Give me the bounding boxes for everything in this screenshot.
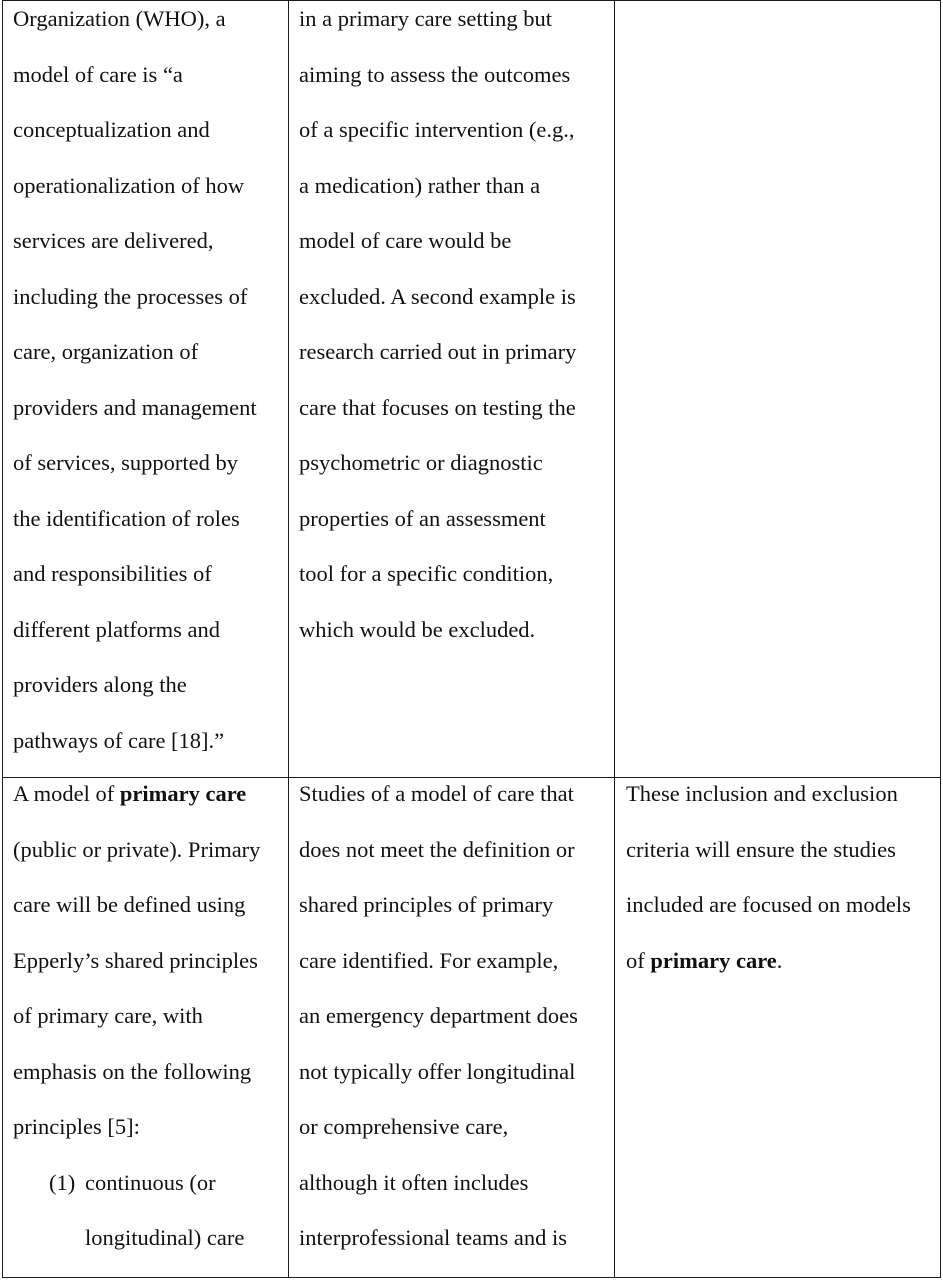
- text-line: of services, supported by: [13, 450, 238, 475]
- text-line: services are delivered,: [13, 228, 214, 253]
- text-line: interprofessional teams and is: [299, 1225, 568, 1250]
- text-line: the identification of roles: [13, 505, 240, 531]
- text-line: including the processes of: [13, 283, 248, 309]
- text-line: and responsibilities of: [13, 561, 212, 586]
- text-line: model of care is “a: [13, 61, 183, 87]
- text-line: operationalization of how: [13, 172, 245, 198]
- text-run: of: [626, 947, 651, 973]
- text-line: Studies of a model of care that: [299, 781, 574, 806]
- text-line: although it often includes: [299, 1169, 529, 1195]
- text-line: does not meet the definition or: [299, 836, 575, 862]
- row2-exclusion-cell: [299, 766, 611, 1266]
- text-line: (public or private). Primary: [13, 836, 261, 862]
- text-line: of primary care, with: [13, 1003, 203, 1028]
- text-line: tool for a specific condition,: [299, 561, 554, 586]
- text-line: of a specific intervention (e.g.,: [299, 117, 575, 142]
- text-line: aiming to assess the outcomes: [299, 61, 571, 87]
- text-line: care will be defined using: [13, 892, 246, 917]
- text-line: or comprehensive care,: [299, 1114, 509, 1139]
- table-border-bottom: [2, 1277, 941, 1278]
- text-line: conceptualization and: [13, 117, 210, 142]
- text-line: Epperly’s shared principles: [13, 947, 258, 973]
- table-border-right: [940, 0, 941, 1278]
- text-line: excluded. A second example is: [299, 283, 576, 309]
- list-number: (1): [49, 1169, 76, 1195]
- text-line: not typically offer longitudinal: [299, 1058, 576, 1084]
- row1-exclusion-cell: [299, 0, 611, 657]
- text-line: Organization (WHO), a: [13, 6, 226, 31]
- text-line: care, organization of: [13, 339, 199, 364]
- text-line: principles [5]:: [13, 1114, 140, 1139]
- text-line: a medication) rather than a: [299, 172, 541, 198]
- text-line: model of care would be: [299, 228, 512, 253]
- text-line: in a primary care setting but: [299, 6, 553, 31]
- bold-term: primary care: [650, 947, 777, 973]
- text-run: .: [776, 947, 783, 973]
- text-line: shared principles of primary: [299, 892, 554, 917]
- row1-definition-cell: [13, 0, 285, 768]
- table-column-divider-1: [288, 0, 289, 1278]
- row2-definition-cell: [13, 766, 285, 1266]
- list-item-continuation: [13, 1210, 285, 1266]
- text-line: These inclusion and exclusion: [626, 781, 898, 806]
- text-line: psychometric or diagnostic: [299, 450, 543, 475]
- text-line: included are focused on models: [626, 892, 911, 917]
- text-run: A model of: [13, 781, 120, 806]
- text-line: properties of an assessment: [299, 505, 546, 531]
- text-line: criteria will ensure the studies: [626, 836, 896, 862]
- bold-term: primary care: [119, 781, 247, 806]
- text-line: emphasis on the following: [13, 1058, 252, 1084]
- text-line: [626, 933, 938, 989]
- text-line: different platforms and: [13, 616, 221, 642]
- row2-rationale-cell: [626, 766, 938, 988]
- table-border-left: [2, 0, 3, 1278]
- text-line: [13, 766, 285, 822]
- table-column-divider-2: [614, 0, 615, 1278]
- list-text: longitudinal) care: [85, 1225, 245, 1250]
- text-line: an emergency department does: [299, 1003, 578, 1028]
- text-line: providers and management: [13, 394, 257, 420]
- text-line: care identified. For example,: [299, 947, 559, 973]
- text-line: providers along the: [13, 672, 187, 697]
- list-text: continuous (or: [85, 1169, 216, 1195]
- text-line: which would be excluded.: [299, 616, 536, 642]
- text-line: care that focuses on testing the: [299, 394, 576, 420]
- list-item: [13, 1155, 285, 1211]
- text-line: pathways of care [18].”: [13, 727, 225, 753]
- text-line: research carried out in primary: [299, 339, 577, 364]
